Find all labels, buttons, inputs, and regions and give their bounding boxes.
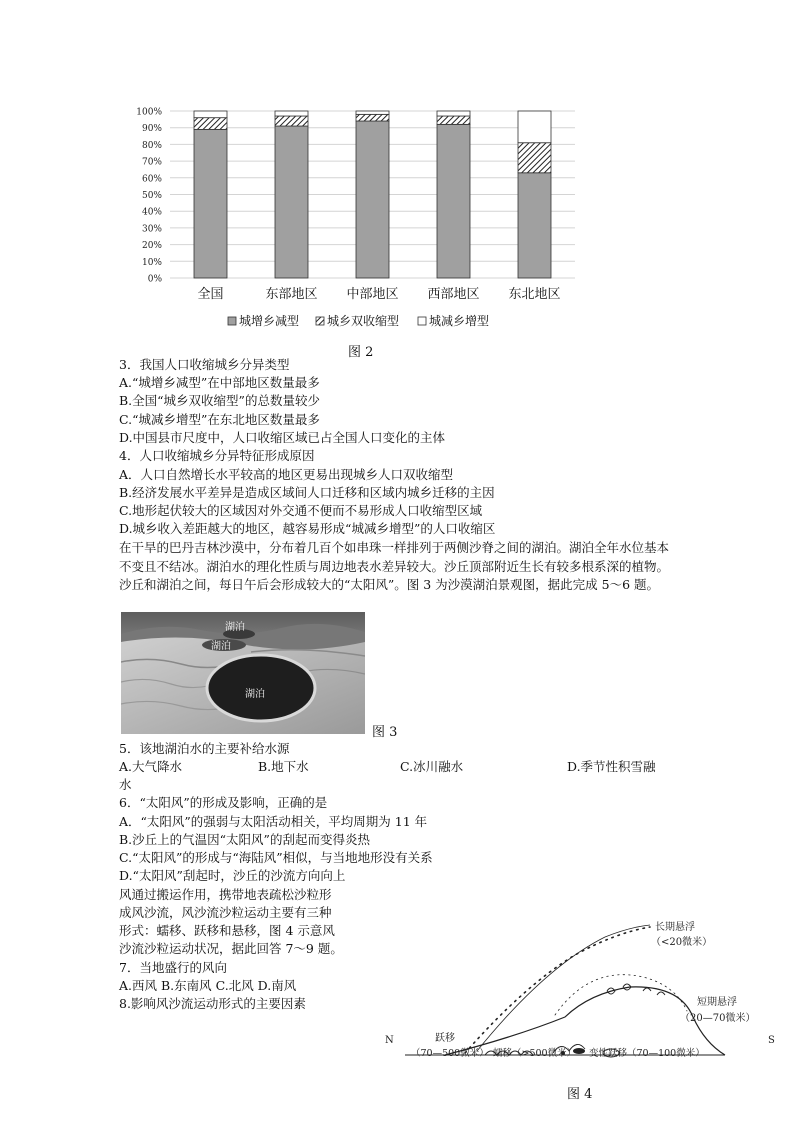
question-3-option-d: D.中国县市尺度中，人口收缩区域已占全国人口变化的主体 [119, 430, 446, 445]
y-tick-label: 70% [141, 157, 162, 168]
fig4-long-suspension-label: 长期悬浮 [655, 922, 695, 933]
fig4-creep-label: 蠕移（>500微米） [493, 1048, 577, 1059]
question-4-option-c: C.地形起伏较大的区域因对外交通不便而不易形成人口收缩型区域 [119, 503, 483, 518]
bar-segment-2 [194, 118, 227, 130]
legend-label-2: 城乡双收缩型 [327, 314, 400, 328]
passage-wind-sand-line-2: 成风沙流，风沙流沙粒运动主要有三种 [119, 905, 332, 920]
bar-segment-2 [356, 114, 389, 121]
y-tick-label: 10% [141, 257, 162, 268]
legend-swatch-1 [228, 317, 236, 325]
question-6-option-d: D.“太阳风”刮起时，沙丘的沙流方向向上 [119, 868, 346, 883]
x-tick-label: 中部地区 [346, 287, 399, 302]
y-tick-label: 100% [136, 107, 162, 118]
question-4-option-a: A．人口自然增长水平较高的地区更易出现城乡人口双收缩型 [119, 467, 454, 482]
x-tick-label: 东北地区 [508, 287, 561, 302]
y-tick-label: 60% [141, 174, 162, 185]
wind-sand-flow-diagram [375, 905, 785, 1085]
legend-label-1: 城增乡减型 [239, 314, 300, 328]
question-4-stem: 4．人口收缩城乡分异特征形成原因 [119, 448, 315, 463]
question-3-stem: 3．我国人口收缩城乡分异类型 [119, 357, 290, 372]
question-6-option-a: A．“太阳风”的强弱与太阳活动相关，平均周期为 11 年 [119, 814, 428, 829]
x-tick-label: 西部地区 [427, 287, 480, 302]
question-4-option-d: D.城乡收入差距越大的地区，越容易形成“城减乡增型”的人口收缩区 [119, 521, 496, 536]
question-5-stem: 5．该地湖泊水的主要补给水源 [119, 741, 290, 756]
question-3-option-b: B.全国“城乡双收缩型”的总数量较少 [119, 393, 320, 408]
question-6-option-b: B.沙丘上的气温因“太阳风”的刮起而变得炎热 [119, 832, 370, 847]
bar-segment-3 [275, 111, 308, 116]
figure-3-caption: 图 3 [372, 725, 398, 740]
bar-segment-1 [518, 173, 551, 278]
bar-segment-1 [275, 126, 308, 278]
photo-label-lake-2: 湖泊 [211, 641, 231, 652]
x-tick-label: 东部地区 [265, 287, 318, 302]
y-tick-label: 20% [141, 241, 162, 252]
question-5-option-a: A.大气降水 [119, 759, 183, 774]
fig4-short-suspension-size: （20—70微米） [680, 1013, 756, 1024]
legend-swatch-3 [418, 317, 426, 325]
fig4-saltation-label: 跃移 [435, 1033, 455, 1044]
question-5-option-c: C.冰川融水 [400, 759, 464, 774]
figure-4-caption: 图 4 [567, 1087, 593, 1102]
photo-label-lake-3: 湖泊 [245, 689, 265, 700]
question-7-stem: 7．当地盛行的风向 [119, 960, 227, 975]
question-5-option-b: B.地下水 [258, 759, 309, 774]
passage-wind-sand-line-4: 沙流沙粒运动状况，据此回答 7～9 题。 [119, 941, 343, 956]
fig4-north-label: N [385, 1035, 394, 1046]
bar-segment-1 [194, 129, 227, 278]
legend-swatch-2 [316, 317, 324, 325]
x-tick-label: 全国 [197, 287, 224, 302]
question-4-option-b: B.经济发展水平差异是造成区域间人口迁移和区域内城乡迁移的主因 [119, 485, 495, 500]
question-3-option-a: A.“城增乡减型”在中部地区数量最多 [119, 375, 320, 390]
population-shrink-chart [100, 96, 600, 358]
bar-segment-1 [356, 121, 389, 278]
bar-segment-1 [437, 124, 470, 278]
legend-label-3: 城减乡增型 [429, 314, 490, 328]
bar-segment-3 [194, 111, 227, 118]
question-6-stem: 6．“太阳风”的形成及影响，正确的是 [119, 795, 328, 810]
bar-segment-2 [275, 116, 308, 126]
photo-label-lake-1: 湖泊 [225, 622, 245, 633]
y-tick-label: 0% [147, 274, 162, 285]
bar-segment-3 [437, 111, 470, 116]
figure-2-caption: 图 2 [348, 345, 374, 360]
desert-lake-photo [121, 612, 365, 734]
y-tick-label: 30% [141, 224, 162, 235]
bar-segment-2 [437, 116, 470, 124]
question-7-options: A.西风 B.东南风 C.北风 D.南风 [119, 978, 297, 993]
fig4-south-label: S [768, 1035, 775, 1046]
passage-desert-lakes: 在干旱的巴丹吉林沙漠中，分布着几百个如串珠一样排列于两侧沙脊之间的湖泊。湖泊全年水位基本不变且不结冰。湖泊水的理化性质与周边地表水差异较大。沙丘顶部附近生长有较多根系深的植物。沙丘和湖泊之间，每日午后会形成较大的“太阳风”。图 3 为沙漠湖泊景观图，据此完成 5～6 题。 [119, 540, 670, 592]
bar-segment-3 [518, 111, 551, 143]
fig4-short-suspension-label: 短期悬浮 [697, 997, 737, 1008]
question-6-option-c: C.“太阳风”的形成与“海陆风”相似，与当地地形没有关系 [119, 850, 433, 865]
y-tick-label: 90% [141, 124, 162, 135]
y-tick-label: 40% [141, 207, 162, 218]
fig4-saltation-size: （70—500微米） [411, 1048, 489, 1059]
question-3-option-c: C.“城减乡增型”在东北地区数量最多 [119, 412, 320, 427]
y-tick-label: 50% [141, 191, 162, 201]
bar-segment-3 [356, 111, 389, 114]
passage-wind-sand-line-3: 形式：蠕移、跃移和悬移，图 4 示意风 [119, 923, 335, 938]
fig4-long-suspension-size: （<20微米） [651, 937, 713, 948]
passage-wind-sand-line-1: 风通过搬运作用，携带地表疏松沙粒形 [119, 887, 332, 902]
question-5-option-d-continued: 水 [119, 777, 132, 792]
question-5-option-d: D.季节性积雪融 [567, 759, 656, 774]
question-8-stem: 8.影响风沙流运动形式的主要因素 [119, 996, 306, 1011]
y-tick-label: 80% [141, 140, 162, 151]
fig4-modified-saltation-label: 变性跃移（70—100微米） [589, 1048, 705, 1059]
bar-segment-2 [518, 143, 551, 173]
